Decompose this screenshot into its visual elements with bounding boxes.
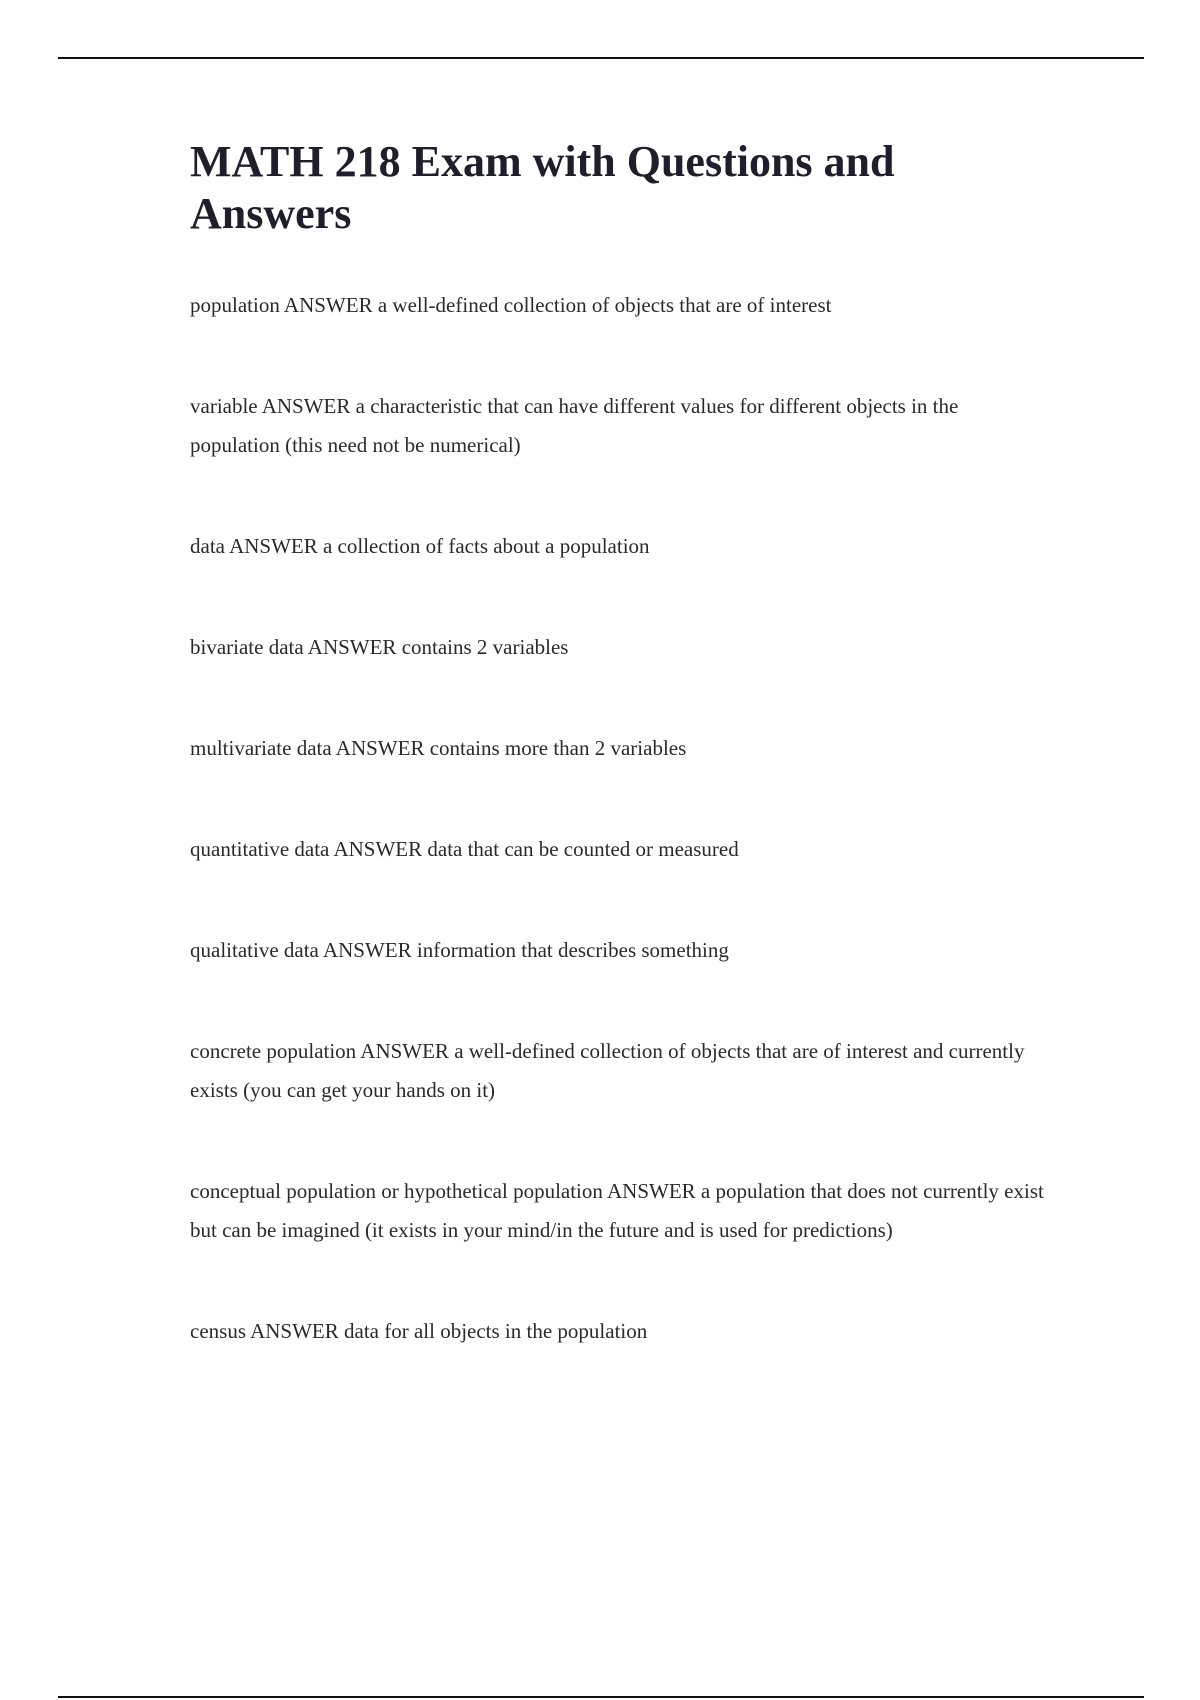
qa-list bbox=[190, 286, 1050, 1351]
qa-item-variable: variable ANSWER a characteristic that can have different values for different objects in the population (this need not be numerical) bbox=[190, 394, 959, 457]
header-rule bbox=[58, 57, 1144, 59]
qa-item-quantitative-data: quantitative data ANSWER data that can be counted or measured bbox=[190, 837, 739, 861]
page-title: MATH 218 Exam with Questions and Answers bbox=[190, 137, 895, 238]
qa-item-concrete-population: concrete population ANSWER a well-defined collection of objects that are of interest and currently exists (you can get your hands on it) bbox=[190, 1039, 1025, 1102]
qa-item-multivariate-data: multivariate data ANSWER contains more than 2 variables bbox=[190, 736, 687, 760]
qa-item-conceptual-population: conceptual population or hypothetical population ANSWER a population that does not currently exist but can be imagined (it exists in your mind/in the future and is used for predictions) bbox=[190, 1179, 1044, 1242]
qa-item-bivariate-data: bivariate data ANSWER contains 2 variables bbox=[190, 635, 569, 659]
footer-rule bbox=[58, 1696, 1144, 1698]
qa-item-data: data ANSWER a collection of facts about a population bbox=[190, 534, 650, 558]
qa-item-qualitative-data: qualitative data ANSWER information that describes something bbox=[190, 938, 729, 962]
qa-item-population: population ANSWER a well-defined collection of objects that are of interest bbox=[190, 293, 832, 317]
document-body bbox=[190, 136, 1050, 1413]
qa-item-census: census ANSWER data for all objects in the population bbox=[190, 1319, 648, 1343]
